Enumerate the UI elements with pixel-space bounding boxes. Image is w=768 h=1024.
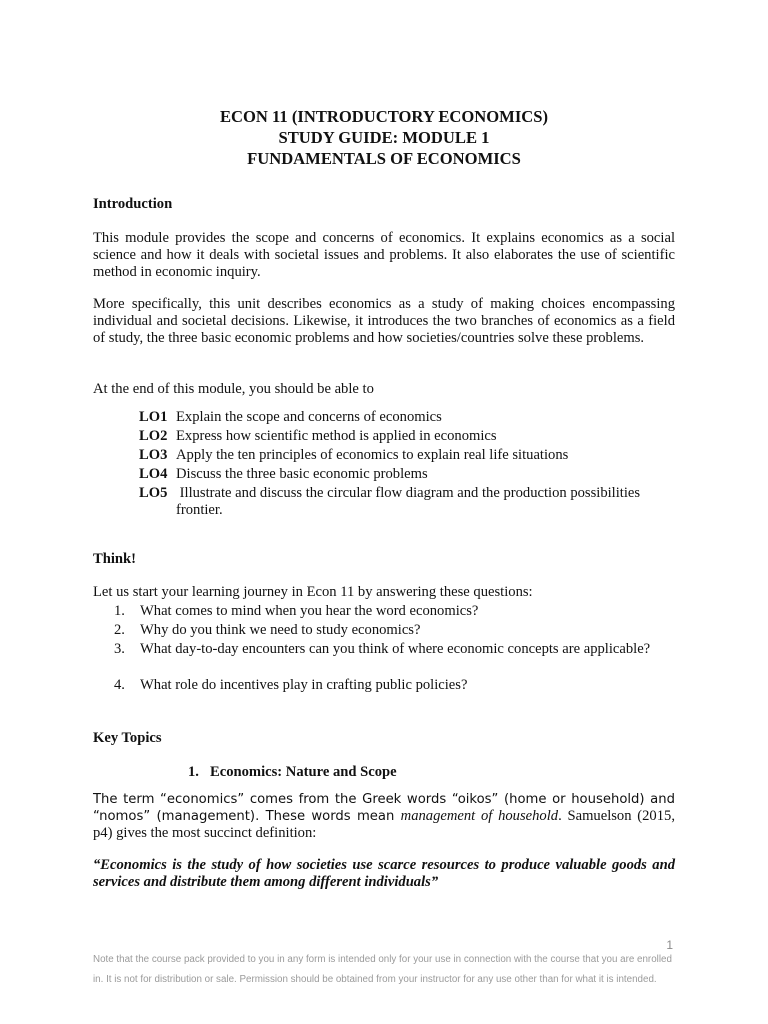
learning-outcome-code: LO3 <box>139 447 168 463</box>
definition-quote: “Economics is the study of how societies use scarce resources to produce valuable goods and services and distribute them among different individuals” <box>93 857 675 891</box>
learning-outcome-code: LO4 <box>139 466 168 482</box>
definition-citation: . Samuelson (2015, p4) gives the most succinct definition: <box>93 808 675 842</box>
subtopic-number: 1. <box>188 764 199 780</box>
learning-outcome-text: Apply the ten principles of economics to explain real life situations <box>176 447 569 463</box>
learning-outcomes-lead-in: At the end of this module, you should be able to <box>93 381 374 397</box>
document-title <box>0 106 768 169</box>
learning-outcome-item <box>139 447 679 464</box>
title-line-topic: FUNDAMENTALS OF ECONOMICS <box>247 149 521 168</box>
question-text: What day-to-day encounters can you think of where economic concepts are applicable? <box>140 641 651 657</box>
learning-outcome-text: Express how scientific method is applied in economics <box>176 428 497 444</box>
learning-outcome-item <box>139 428 679 445</box>
learning-outcome-item <box>139 466 679 483</box>
learning-outcome-code: LO2 <box>139 428 168 444</box>
introduction-paragraph-1: This module provides the scope and concerns of economics. It explains economics as a social science and how it deals with societal issues and problems. It also elaborates the use of scientific method in economic inquiry. <box>93 230 675 281</box>
title-line-course: ECON 11 (INTRODUCTORY ECONOMICS) <box>219 107 549 126</box>
subtopic-title: Economics: Nature and Scope <box>210 764 397 780</box>
question-number: 4. <box>114 677 125 693</box>
introduction-paragraph-2: More specifically, this unit describes economics as a study of making choices encompassing individual and societal decisions. Likewise, it introduces the two branches of economics as a field of study, the three basic economic problems and how societies/countries solve these problems. <box>93 296 675 347</box>
think-intro: Let us start your learning journey in Econ 11 by answering these questions: <box>93 584 533 600</box>
introduction-heading: Introduction <box>93 196 173 212</box>
definition-emphasis: management of household <box>400 808 559 825</box>
think-heading: Think! <box>93 551 136 567</box>
question-item <box>114 677 675 694</box>
learning-outcome-item <box>139 485 679 519</box>
learning-outcome-text: Discuss the three basic economic problems <box>176 466 428 482</box>
learning-outcome-item <box>139 409 679 426</box>
learning-outcome-text: Illustrate and discuss the circular flow diagram and the production possibilities frontier. <box>176 485 644 519</box>
question-item <box>114 622 675 639</box>
question-text: What role do incentives play in crafting public policies? <box>140 677 468 693</box>
question-text: Why do you think we need to study economics? <box>140 622 421 638</box>
subtopic-heading <box>188 764 397 781</box>
footer-disclaimer: Note that the course pack provided to you in any form is intended only for your use in connection with the course that you are enrolled in. It is not for distribution or sale. Permission should be obtained from your instructor for any use other than for what it is intended. <box>93 954 672 985</box>
question-number: 2. <box>114 622 125 638</box>
question-text: What comes to mind when you hear the word economics? <box>140 603 479 619</box>
definition-text: The term “economics” comes from the Greek words “oikos” (home or household) and “nomos” (management). These words mean <box>93 792 675 825</box>
question-item <box>114 641 675 658</box>
title-line-module: STUDY GUIDE: MODULE 1 <box>278 128 490 147</box>
learning-outcome-code: LO5 <box>139 485 168 501</box>
question-item <box>114 603 675 620</box>
learning-outcome-text: Explain the scope and concerns of economics <box>176 409 442 425</box>
economics-definition-paragraph <box>93 791 675 843</box>
learning-outcome-code: LO1 <box>139 409 168 425</box>
page-number: 1 <box>666 938 673 952</box>
key-topics-heading: Key Topics <box>93 730 162 746</box>
question-number: 3. <box>114 641 125 657</box>
question-number: 1. <box>114 603 125 619</box>
